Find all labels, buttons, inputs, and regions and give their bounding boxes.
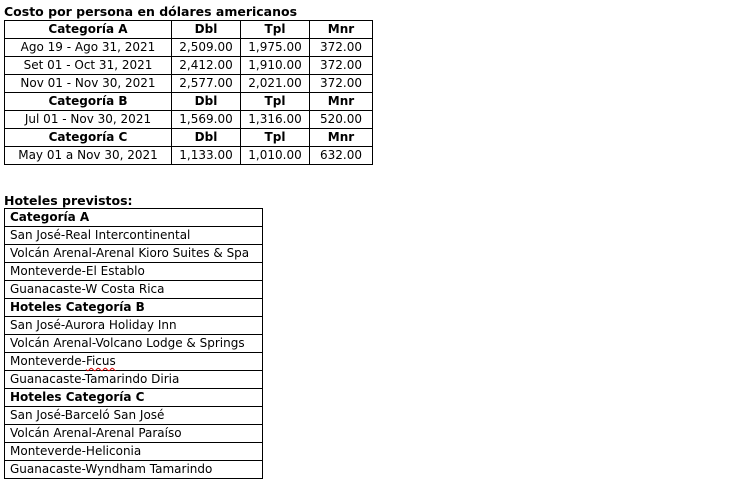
dbl-header: Dbl [172,21,241,39]
hotel-category-label: Hoteles Categoría B [5,299,263,317]
hotel-name: Volcán Arenal-Arenal Paraíso [5,425,263,443]
category-label: Categoría B [5,93,172,111]
hotel-row [5,461,263,479]
date-range: Ago 19 - Ago 31, 2021 [5,39,172,57]
tpl-header: Tpl [241,93,310,111]
tpl-price: 2,021.00 [241,75,310,93]
dbl-price: 1,569.00 [172,111,241,129]
hotel-row [5,227,263,245]
tpl-price: 1,316.00 [241,111,310,129]
dbl-price: 2,412.00 [172,57,241,75]
hotel-row [5,443,263,461]
hotel-name: San José-Barceló San José [5,407,263,425]
tpl-header: Tpl [241,129,310,147]
mnr-price: 520.00 [310,111,373,129]
hotel-row [5,317,263,335]
category-header-row [5,129,373,147]
cost-table [4,20,373,165]
date-range: Nov 01 - Nov 30, 2021 [5,75,172,93]
category-label: Categoría A [5,21,172,39]
mnr-header: Mnr [310,21,373,39]
mnr-price: 372.00 [310,75,373,93]
date-range: Set 01 - Oct 31, 2021 [5,57,172,75]
costs-title: Costo por persona en dólares americanos [4,4,298,19]
hotel-name: San José-Real Intercontinental [5,227,263,245]
tpl-price: 1,975.00 [241,39,310,57]
tpl-price: 1,910.00 [241,57,310,75]
spellcheck-flagged-word: Ficus [85,354,116,368]
hotel-row [5,371,263,389]
category-label: Categoría C [5,129,172,147]
hotel-table [4,208,263,479]
mnr-price: 372.00 [310,57,373,75]
hotel-name: Guanacaste-W Costa Rica [5,281,263,299]
hotel-category-row [5,389,263,407]
date-range: Jul 01 - Nov 30, 2021 [5,111,172,129]
dbl-header: Dbl [172,93,241,111]
dbl-header: Dbl [172,129,241,147]
category-header-row [5,21,373,39]
hotel-category-row [5,299,263,317]
mnr-header: Mnr [310,129,373,147]
hotel-category-row [5,209,263,227]
hotel-row [5,281,263,299]
hotel-row [5,353,263,371]
hotel-name: San José-Aurora Holiday Inn [5,317,263,335]
date-range: May 01 a Nov 30, 2021 [5,147,172,165]
hotel-name: Guanacaste-Wyndham Tamarindo [5,461,263,479]
mnr-header: Mnr [310,93,373,111]
hotel-name: Monteverde-Heliconia [5,443,263,461]
hotel-name: Monteverde-Ficus [5,353,263,371]
price-row [5,147,373,165]
dbl-price: 1,133.00 [172,147,241,165]
hotel-name: Volcán Arenal-Arenal Kioro Suites & Spa [5,245,263,263]
hotel-name: Monteverde-El Establo [5,263,263,281]
category-header-row [5,93,373,111]
hotel-name: Volcán Arenal-Volcano Lodge & Springs [5,335,263,353]
dbl-price: 2,509.00 [172,39,241,57]
mnr-price: 372.00 [310,39,373,57]
price-row [5,39,373,57]
hotel-row [5,245,263,263]
mnr-price: 632.00 [310,147,373,165]
price-row [5,75,373,93]
hotel-name: Guanacaste-Tamarindo Diria [5,371,263,389]
hotel-category-label: Hoteles Categoría C [5,389,263,407]
hotel-row [5,263,263,281]
hotel-row [5,335,263,353]
hotel-row [5,425,263,443]
tpl-header: Tpl [241,21,310,39]
price-row [5,111,373,129]
price-row [5,57,373,75]
dbl-price: 2,577.00 [172,75,241,93]
hotel-row [5,407,263,425]
hotel-category-label: Categoría A [5,209,263,227]
hotels-title: Hoteles previstos: [4,193,133,208]
tpl-price: 1,010.00 [241,147,310,165]
